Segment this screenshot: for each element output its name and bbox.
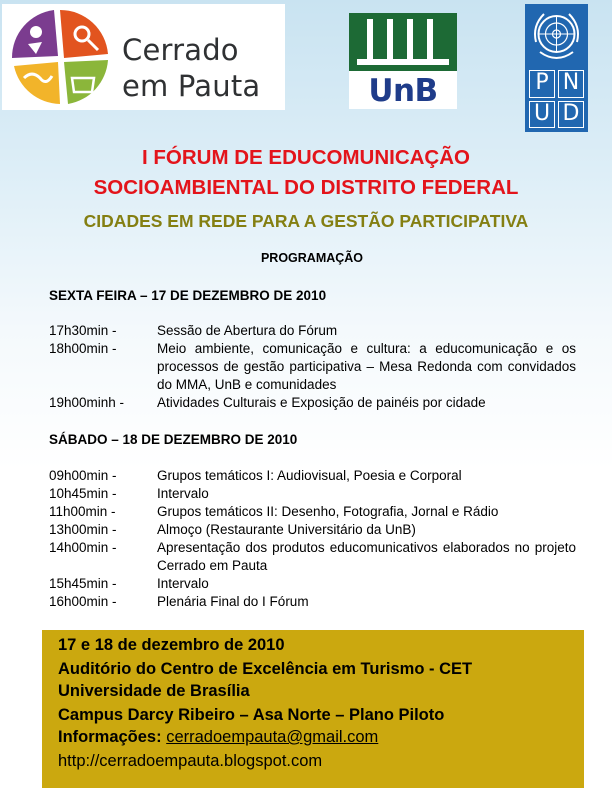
event-university: Universidade de Brasília: [58, 682, 250, 700]
schedule-row: [49, 467, 576, 485]
pnud-letter-d: D: [558, 101, 584, 129]
unb-logo: [349, 13, 457, 109]
schedule-desc: Sessão de Abertura do Fórum: [157, 323, 338, 338]
schedule-desc: Almoço (Restaurante Universitário da UnB): [157, 522, 416, 537]
email-link[interactable]: cerradoempauta@gmail.com: [166, 728, 379, 746]
schedule-desc: Intervalo: [157, 486, 209, 501]
contact-label: Informações:: [58, 728, 162, 746]
pnud-letter-u: U: [529, 101, 555, 129]
schedule-time: 15h45min -: [49, 576, 117, 591]
schedule-time: 10h45min -: [49, 486, 117, 501]
forum-title-line1: I FÓRUM DE EDUCOMUNICAÇÃO: [142, 146, 470, 169]
schedule-row: [49, 539, 576, 575]
schedule-desc: Plenária Final do I Fórum: [157, 594, 309, 609]
schedule-row: [49, 394, 576, 412]
schedule-desc: Intervalo: [157, 576, 209, 591]
schedule-row: [49, 593, 576, 611]
schedule-time: 18h00min -: [49, 341, 117, 356]
pnud-letters: [529, 70, 584, 128]
pnud-letter-p: P: [529, 70, 555, 98]
cerrado-logo-line1: Cerrado: [122, 33, 239, 67]
programacao-heading: PROGRAMAÇÃO: [260, 251, 364, 265]
schedule-desc: Grupos temáticos II: Desenho, Fotografia, Jornal e Rádio: [157, 504, 499, 519]
day1-schedule: [49, 322, 576, 412]
schedule-time: 19h00minh -: [49, 395, 125, 410]
day1-heading: SEXTA FEIRA – 17 DE DEZEMBRO DE 2010: [49, 288, 327, 303]
schedule-time: 11h00min -: [49, 504, 116, 519]
website-link[interactable]: http://cerradoempauta.blogspot.com: [58, 752, 323, 770]
schedule-desc: Atividades Culturais e Exposição de painéis por cidade: [157, 395, 486, 410]
event-info-box: [42, 630, 584, 788]
pnud-logo: [525, 4, 588, 132]
schedule-row: [49, 575, 576, 593]
day2-schedule: [49, 467, 576, 611]
event-contact: [58, 726, 378, 748]
day2-heading: SÁBADO – 18 DE DEZEMBRO DE 2010: [49, 432, 298, 447]
schedule-time: 13h00min -: [49, 522, 117, 537]
cerrado-logo-line2: em Pauta: [122, 69, 261, 103]
event-date: 17 e 18 de dezembro de 2010: [58, 636, 285, 654]
schedule-row: [49, 322, 576, 340]
cerrado-emblem-icon: [2, 4, 122, 110]
forum-subtitle: CIDADES EM REDE PARA A GESTÃO PARTICIPATIVA: [83, 211, 529, 231]
schedule-desc: Meio ambiente, comunicação e cultura: a educomunicação e os processos de gestão participativa – Mesa Redonda com convidados do MMA, UnB e comunidades: [157, 341, 576, 392]
un-emblem-icon: [530, 8, 583, 64]
schedule-time: 16h00min -: [49, 594, 117, 609]
event-venue: Auditório do Centro de Excelência em Turismo - CET: [58, 660, 473, 678]
schedule-desc: Grupos temáticos I: Audiovisual, Poesia e Corporal: [157, 468, 462, 483]
schedule-desc: Apresentação dos produtos educomunicativos elaborados no projeto Cerrado em Pauta: [157, 540, 576, 573]
schedule-time: 14h00min -: [49, 540, 117, 555]
cerrado-logo-text: [122, 32, 260, 104]
schedule-time: 17h30min -: [49, 323, 117, 338]
schedule-time: 09h00min -: [49, 468, 117, 483]
forum-title-line2: SOCIOAMBIENTAL DO DISTRITO FEDERAL: [93, 176, 519, 199]
schedule-row: [49, 340, 576, 394]
pnud-letter-n: N: [558, 70, 584, 98]
unb-logo-text: UnB: [368, 73, 438, 109]
schedule-row: [49, 503, 576, 521]
unb-emblem-icon: [349, 13, 457, 75]
cerrado-em-pauta-logo: [2, 4, 285, 110]
schedule-row: [49, 485, 576, 503]
event-campus: Campus Darcy Ribeiro – Asa Norte – Plano Piloto: [58, 706, 445, 724]
schedule-row: [49, 521, 576, 539]
